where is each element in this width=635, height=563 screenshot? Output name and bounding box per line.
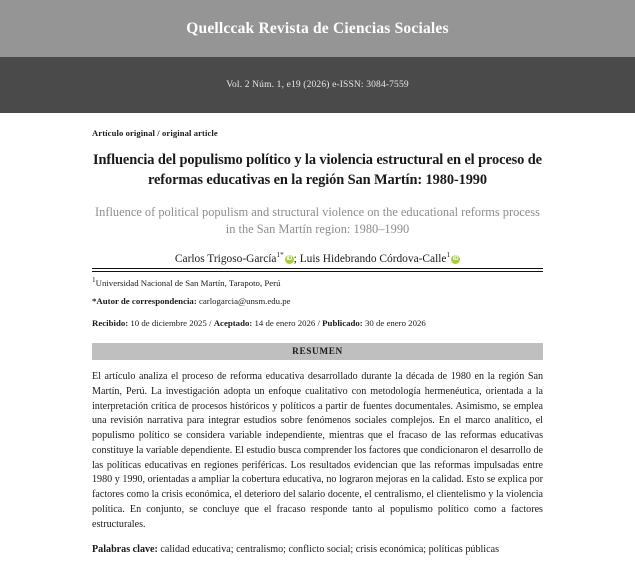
title-english: Influence of political populism and structural violence on the educational reforms process in the San Martín region: 1980–1990 xyxy=(95,204,540,237)
keywords xyxy=(92,543,543,558)
masthead-dark-band xyxy=(0,57,635,113)
published-label: Publicado: xyxy=(322,318,363,329)
orcid-icon[interactable]: iD xyxy=(452,255,459,262)
accepted-label: Aceptado: xyxy=(213,318,253,329)
author-list xyxy=(92,252,543,266)
keywords-label: Palabras clave: xyxy=(92,544,158,556)
accepted-value: 14 de enero 2026 / xyxy=(252,318,323,329)
abstract-text: El artículo analiza el proceso de reforma educativa desarrollado durante la década de 1980 en la región San Martín, Perú. La investigación adopta un enfoque cualitativo con metodología hermenéutica, orientada a la interpretación crítica de procesos históricos y políticos a partir de fuentes documentales. Asimismo, se emplea una revisión narrativa para integrar estudios sobre fenómenos sociales complejos. En el marco analítico, el populismo político se considera variable independiente, mientras que el fracaso de las reformas educativas constituye la variable dependiente. El estudio busca comprender los factores que condicionaron el desarrollo de las políticas educativas en regiones periféricas. Los resultados evidencian que las reformas impulsadas entre 1980 y 1990, orientadas a ampliar la cobertura educativa, no lograron mejoras en la calidad. Esto se explica por factores como la crisis económica, el deterioro del salario docente, el centralismo, el clientelismo y la violencia política. En conjunto, se concluye que el fracaso responde tanto al populismo político como a factores estructurales. xyxy=(92,371,543,530)
received-label: Recibido: xyxy=(92,318,129,329)
published-value: 30 de enero 2026 xyxy=(362,318,426,329)
page-title: Influencia del populismo político y la violencia estructural en el proceso de reformas educativas en la región San Martín: 1980-1990 xyxy=(93,152,542,188)
author-name-1[interactable]: Carlos Trigoso-García xyxy=(174,252,277,265)
author-2-marks: 1 xyxy=(446,251,451,260)
correspondence-label: *Autor de correspondencia: xyxy=(92,296,197,307)
masthead-light-band xyxy=(0,0,635,57)
abstract-heading: RESUMEN xyxy=(92,343,543,360)
author-1-marks: 1* xyxy=(276,251,284,260)
keywords-value: calidad educativa; centralismo; conflicto social; crisis económica; políticas públicas xyxy=(157,544,499,556)
issue-line: Vol. 2 Núm. 1, e19 (2026) e-ISSN: 3084-7559 xyxy=(226,80,409,90)
journal-title: Quellccak Revista de Ciencias Sociales xyxy=(186,19,449,37)
correspondence-email[interactable]: carlogarcia@unsm.edu.pe xyxy=(196,296,291,307)
affiliation-marker: 1 xyxy=(92,276,96,285)
author-divider-rule xyxy=(92,268,543,272)
author-name-2[interactable]: Luis Hidebrando Córdova-Calle xyxy=(299,252,447,265)
affiliation-text: Universidad Nacional de San Martín, Tarapoto, Perú xyxy=(95,278,281,289)
received-value: 10 de diciembre 2025 / xyxy=(128,318,214,329)
author-separator: ; xyxy=(293,252,300,265)
affiliation xyxy=(92,278,543,288)
correspondence xyxy=(92,296,543,306)
article-type-label: Artículo original / original article xyxy=(92,128,218,138)
publication-dates xyxy=(92,318,543,328)
page-content xyxy=(0,128,635,558)
orcid-icon[interactable]: iD xyxy=(286,255,292,262)
